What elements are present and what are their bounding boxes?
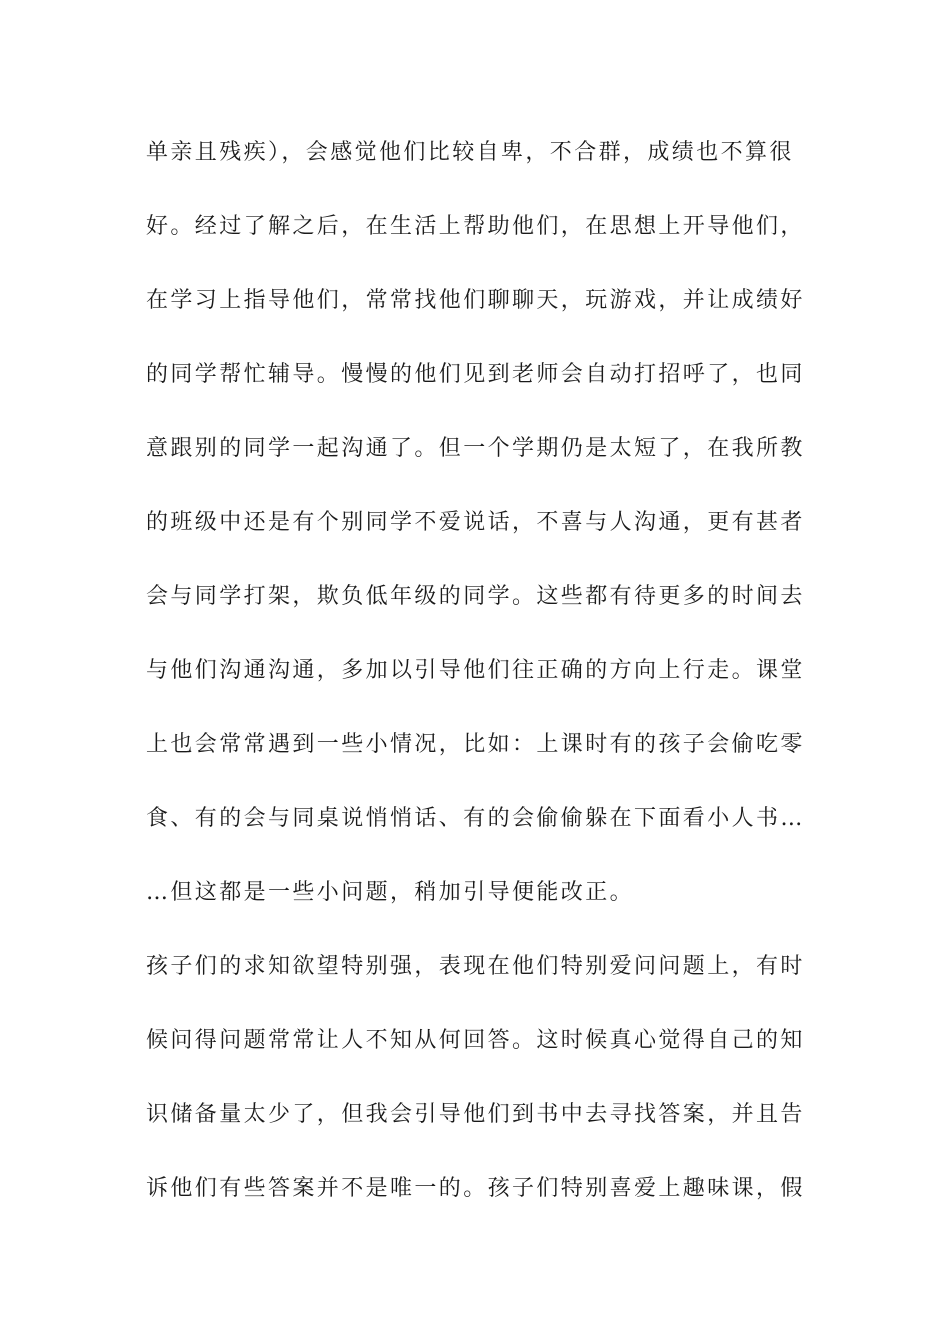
text-line: 好。经过了解之后，在生活上帮助他们，在思想上开导他们， <box>146 214 805 239</box>
body-text <box>146 126 806 1236</box>
text-line: …但这都是一些小问题，稍加引导便能改正。 <box>146 880 635 905</box>
text-line: 孩子们的求知欲望特别强，表现在他们特别爱问问题上，有时 <box>146 954 805 979</box>
text-line: 意跟别的同学一起沟通了。但一个学期仍是太短了，在我所教 <box>146 436 805 461</box>
text-line: 的同学帮忙辅导。慢慢的他们见到老师会自动打招呼了，也同 <box>146 362 805 387</box>
text-line: 识储备量太少了，但我会引导他们到书中去寻找答案，并且告 <box>146 1102 805 1127</box>
text-line: 的班级中还是有个别同学不爱说话，不喜与人沟通，更有甚者 <box>146 510 805 535</box>
text-line: 在学习上指导他们，常常找他们聊聊天，玩游戏，并让成绩好 <box>146 288 805 313</box>
text-line: 上也会常常遇到一些小情况，比如：上课时有的孩子会偷吃零 <box>146 732 805 757</box>
text-line: 单亲且残疾），会感觉他们比较自卑，不合群，成绩也不算很 <box>146 140 794 165</box>
text-line: 诉他们有些答案并不是唯一的。孩子们特别喜爱上趣味课，假 <box>146 1176 805 1201</box>
text-line: 与他们沟通沟通，多加以引导他们往正确的方向上行走。课堂 <box>146 658 805 683</box>
text-line: 候问得问题常常让人不知从何回答。这时候真心觉得自己的知 <box>146 1028 805 1053</box>
text-line: 会与同学打架，欺负低年级的同学。这些都有待更多的时间去 <box>146 584 805 609</box>
text-line: 食、有的会与同桌说悄悄话、有的会偷偷躲在下面看小人书… <box>146 806 805 831</box>
